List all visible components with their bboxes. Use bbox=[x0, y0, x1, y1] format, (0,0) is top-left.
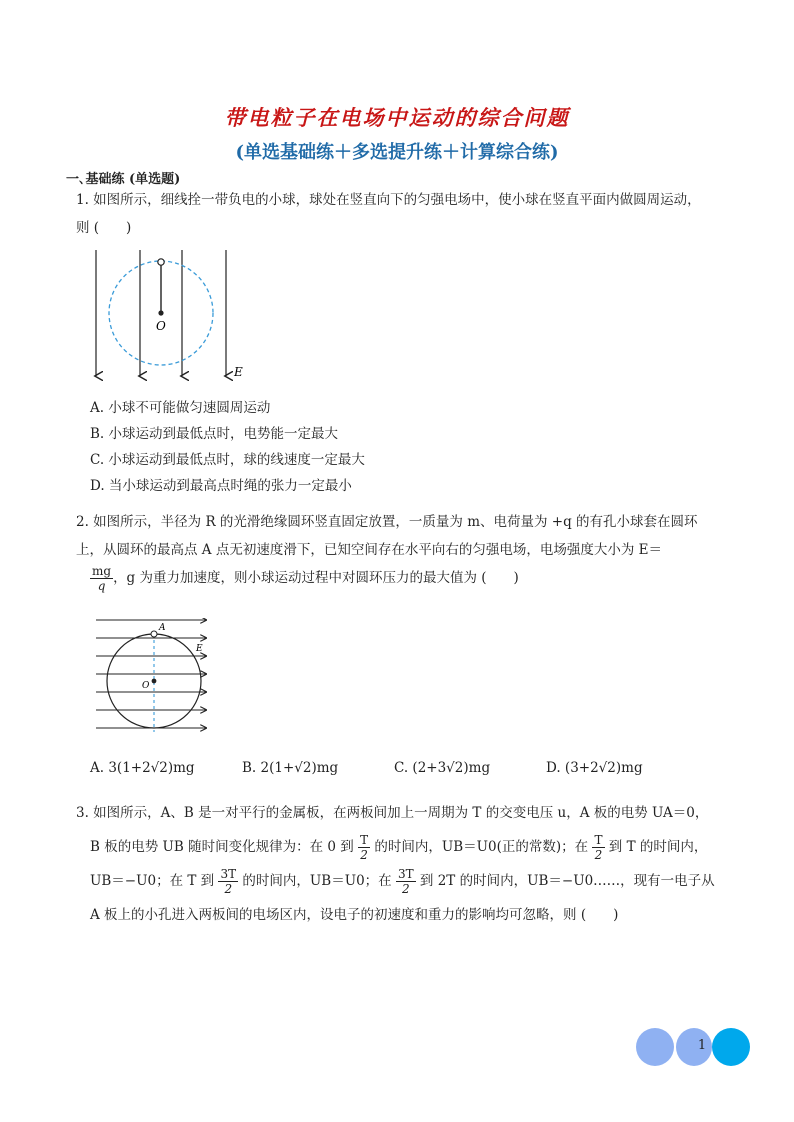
question-2-line2: 上，从圆环的最高点 A 点无初速度滑下，已知空间存在水平向右的匀强电场，电场强度大小为 E＝ bbox=[76, 542, 662, 558]
question-2-line3: $\frac{mg}{q}$ ，g 为重力加速度，则小球运动过程中对圆环压力的最大值为 ( ) bbox=[92, 564, 519, 593]
fig1-label-E: E bbox=[234, 365, 243, 379]
q1-option-c: C. 小球运动到最低点时，球的线速度一定最大 bbox=[90, 452, 365, 468]
fraction-t-over-2: $\frac{T}{2}$ bbox=[360, 833, 369, 862]
question-3-text bbox=[76, 796, 736, 932]
fig2-label-O: O bbox=[142, 681, 150, 691]
question-3-line1: 3. 如图所示，A、B 是一对平行的金属板，在两板间加上一周期为 T 的交变电压 u，A 板的电势 UA＝0， bbox=[76, 805, 709, 821]
question-1-line2: 则 ( ) bbox=[76, 220, 132, 236]
q2-option-a: A. 3(1+2√2)mg bbox=[90, 760, 195, 776]
page-indicator bbox=[636, 1028, 754, 1068]
question-2-text bbox=[76, 508, 736, 593]
page-title: 带电粒子在电场中运动的综合问题 bbox=[224, 105, 570, 130]
q1-option-a: A. 小球不可能做匀速圆周运动 bbox=[90, 400, 271, 416]
question-1-text bbox=[76, 186, 736, 242]
fraction-3t-over-2: $\frac{3T}{2}$ bbox=[220, 867, 237, 896]
q2-option-b: B. 2(1+√2)mg bbox=[242, 760, 339, 776]
fig1-label-O: O bbox=[156, 319, 166, 333]
fig2-label-A: A bbox=[159, 623, 166, 633]
question-3-line4: A 板上的小孔进入两板间的电场区内，设电子的初速度和重力的影响均可忽略，则 ( ) bbox=[90, 907, 619, 923]
fig2-label-E: E bbox=[196, 644, 203, 654]
page-dot-right bbox=[712, 1028, 750, 1066]
page-subtitle: (单选基础练＋多选提升练＋计算综合练) bbox=[235, 142, 559, 163]
question-1-figure bbox=[86, 248, 256, 382]
q2-options bbox=[90, 760, 730, 776]
q1-option-d: D. 当小球运动到最高点时绳的张力一定最小 bbox=[90, 478, 352, 494]
question-3-line3: UB＝−U0；在 T 到 $\frac{3T}{2}$ 的时间内，UB＝U0；在 $\frac{3T}{2}$ 到 2T 的时间内，UB＝−U0……，现有一电子从 bbox=[90, 867, 715, 896]
q2-option-d: D. (3+2√2)mg bbox=[546, 760, 643, 776]
page-dot-left bbox=[636, 1028, 674, 1066]
section-heading: 一､基础练 (单选题) bbox=[66, 172, 181, 187]
question-2-line1: 2. 如图所示，半径为 R 的光滑绝缘圆环竖直固定放置，一质量为 m、电荷量为 +q 的有孔小球套在圆环 bbox=[76, 514, 698, 530]
question-1-line1: 1. 如图所示，细线拴一带负电的小球，球处在竖直向下的匀强电场中，使小球在竖直平面内做圆周运动， bbox=[76, 192, 701, 208]
fraction-3t-over-2: $\frac{3T}{2}$ bbox=[397, 867, 414, 896]
question-2-figure bbox=[92, 618, 214, 738]
page-number: 1 bbox=[697, 1038, 707, 1053]
fraction-t-over-2: $\frac{T}{2}$ bbox=[594, 833, 603, 862]
question-3-line2: B 板的电势 UB 随时间变化规律为：在 0 到 $\frac{T}{2}$ 的时间内，UB＝U0(正的常数)；在 $\frac{T}{2}$ 到 T 的时间内， bbox=[90, 833, 708, 862]
q1-option-b: B. 小球运动到最低点时，电势能一定最大 bbox=[90, 426, 339, 442]
fraction-mg-over-q: $\frac{mg}{q}$ bbox=[92, 564, 112, 593]
q2-option-c: C. (2+3√2)mg bbox=[394, 760, 491, 776]
